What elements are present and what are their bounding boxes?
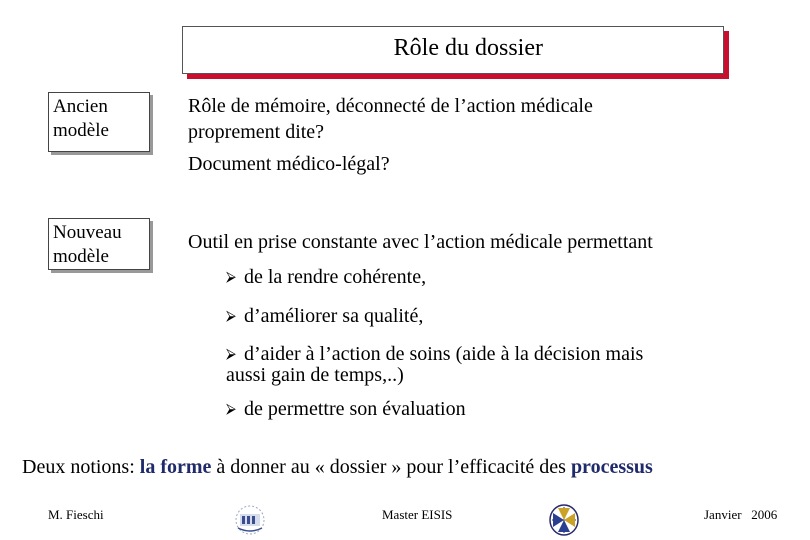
bullet-text: d’améliorer sa qualité, [244,305,424,327]
ancien-modele-label: Ancien modèle [48,92,150,152]
conclusion-line [22,456,653,479]
crest-logo-icon [548,503,580,537]
bullet-continuation: aussi gain de temps,..) [226,364,404,386]
conclusion-text: Deux notions: [22,456,140,478]
conclusion-text: à donner au « dossier » pour l’efficacité des [211,456,571,478]
title-box [182,26,724,74]
arrow-bullet-icon: ⮚ [226,346,236,362]
ancien-description [188,93,593,177]
footer-author: M. Fieschi [48,507,104,522]
ancien-line-1: Rôle de mémoire, déconnecté de l’action médicale [188,95,593,117]
footer-date [704,507,777,523]
bullet-text: de permettre son évaluation [244,398,466,420]
bullet-item [226,396,466,422]
conclusion-emphasis: la forme [139,456,212,478]
footer-date-text: Janvier 2006 [704,507,778,522]
bullet-item [226,264,426,290]
nouveau-modele-label: Nouveau modèle [48,218,150,270]
footer-program: Master EISIS [382,507,453,522]
ujp-logo-icon [232,504,268,536]
nouveau-intro: Outil en prise constante avec l’action médicale permettant [188,231,653,253]
ancien-line-3: Document médico-légal? [188,153,390,175]
arrow-bullet-icon: ⮚ [226,401,236,417]
bullet-item [226,303,423,329]
slide-title: Rôle du dossier [393,35,543,61]
bullet-text: de la rendre cohérente, [244,266,427,288]
bullet-text: d’aider à l’action de soins (aide à la décision mais [244,343,644,365]
arrow-bullet-icon: ⮚ [226,269,236,285]
ancien-line-2: proprement dite? [188,121,325,143]
conclusion-emphasis: processus [570,456,653,478]
arrow-bullet-icon: ⮚ [226,308,236,324]
